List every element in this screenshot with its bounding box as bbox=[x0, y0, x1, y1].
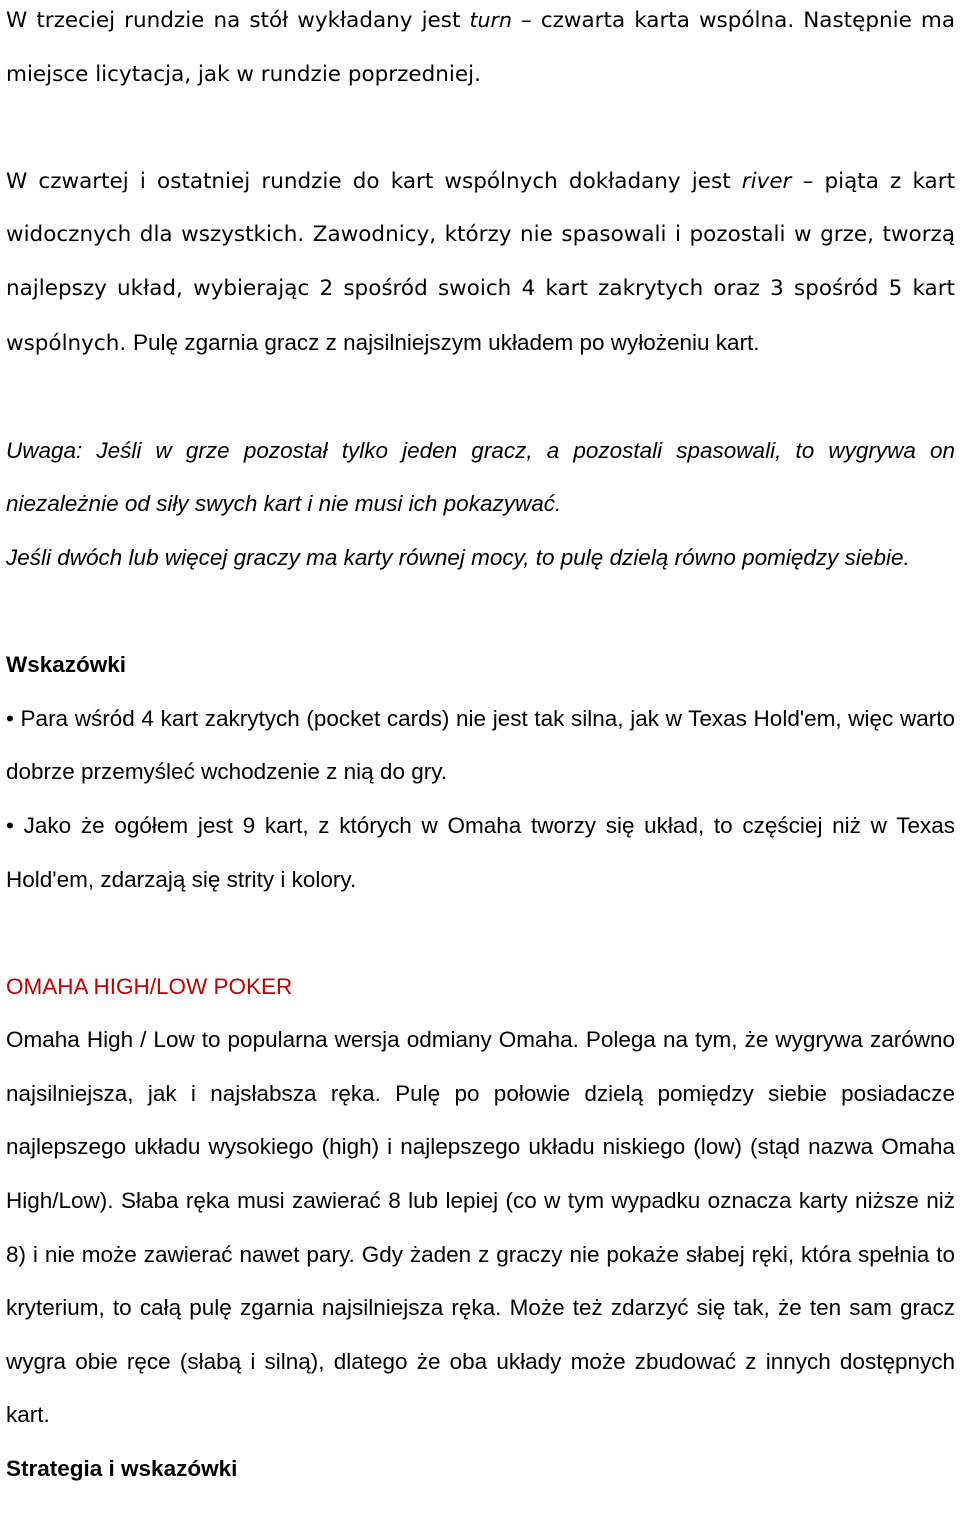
paragraph-river bbox=[6, 155, 955, 370]
paragraph-turn-before: W trzeciej rundzie na stół wykładany jest bbox=[6, 8, 470, 33]
note-split-pot: Jeśli dwóch lub więcej graczy ma karty równej mocy, to pulę dzielą równo pomiędzy siebie. bbox=[6, 544, 910, 570]
bullet-icon: • bbox=[6, 812, 14, 838]
omaha-hilo-body: Omaha High / Low to popularna wersja odmiany Omaha. Polega na tym, że wygrywa zarówno najsilniejsza, jak i najsłabsza ręka. Pulę po połowie dzielą pomiędzy siebie posiadacze najlepszego układu wysokiego (high) i najlepszego układu niskiego (low) (stąd nazwa Omaha High/Low). Słaba ręka musi zawierać 8 lub lepiej (co w tym wypadku oznacza karty niższe niż 8) i nie może zawierać nawet pary. Gdy żaden z graczy nie pokaże słabej ręki, która spełnia to kryterium, to całą pulę zgarnia najsilniejsza ręka. Może też zdarzyć się tak, że ten sam gracz wygra obie ręce (słabą i silną), dlatego że oba układy może zbudować z innych dostępnych kart. bbox=[6, 1027, 955, 1428]
document-page bbox=[6, 0, 955, 1496]
tip-text: Jako że ogółem jest 9 kart, z których w Omaha tworzy się układ, to częściej niż w Texas Hold'em, zdarzają się strity i kolory. bbox=[6, 812, 955, 892]
tip-text: Para wśród 4 kart zakrytych (pocket cards) nie jest tak silna, jak w Texas Hold'em, więc warto dobrze przemyśleć wchodzenie z nią do gry. bbox=[6, 705, 955, 785]
spacer bbox=[6, 101, 955, 155]
paragraph-river-before: W czwartej i ostatniej rundzie do kart wspólnych dokładany jest bbox=[6, 168, 742, 194]
spacer bbox=[6, 585, 955, 639]
paragraph-river-after: – piąta z kart widocznych dla wszystkich. Zawodnicy, którzy nie spasowali i pozostali w grze, tworzą najlepszy układ, wybierając 2 spośród swoich 4 kart zakrytych oraz 3 spośród 5 kart wspólnych. bbox=[6, 168, 955, 356]
omaha-hilo-heading: OMAHA HIGH/LOW POKER bbox=[6, 973, 293, 999]
term-river: river bbox=[741, 168, 792, 194]
paragraph-river-last-sentence: Pulę zgarnia gracz z najsilniejszym układem po wyłożeniu kart. bbox=[133, 329, 760, 355]
bullet-icon: • bbox=[6, 705, 14, 731]
term-turn: turn bbox=[469, 8, 512, 32]
tip-item bbox=[6, 692, 955, 799]
paragraph-turn-after: – czwarta karta wspólna. Następnie ma miejsce licytacja, jak w rundzie poprzedniej. bbox=[6, 8, 955, 87]
tips-heading: Wskazówki bbox=[6, 652, 127, 678]
spacer bbox=[6, 370, 955, 424]
spacer bbox=[6, 906, 955, 960]
tip-item bbox=[6, 799, 955, 906]
strategy-heading: Strategia i wskazówki bbox=[6, 1456, 238, 1482]
note-single-player: Uwaga: Jeśli w grze pozostał tylko jeden gracz, a pozostali spasowali, to wygrywa on niezależnie od siły swych kart i nie musi ich pokazywać. bbox=[6, 437, 955, 517]
paragraph-turn bbox=[6, 0, 955, 101]
